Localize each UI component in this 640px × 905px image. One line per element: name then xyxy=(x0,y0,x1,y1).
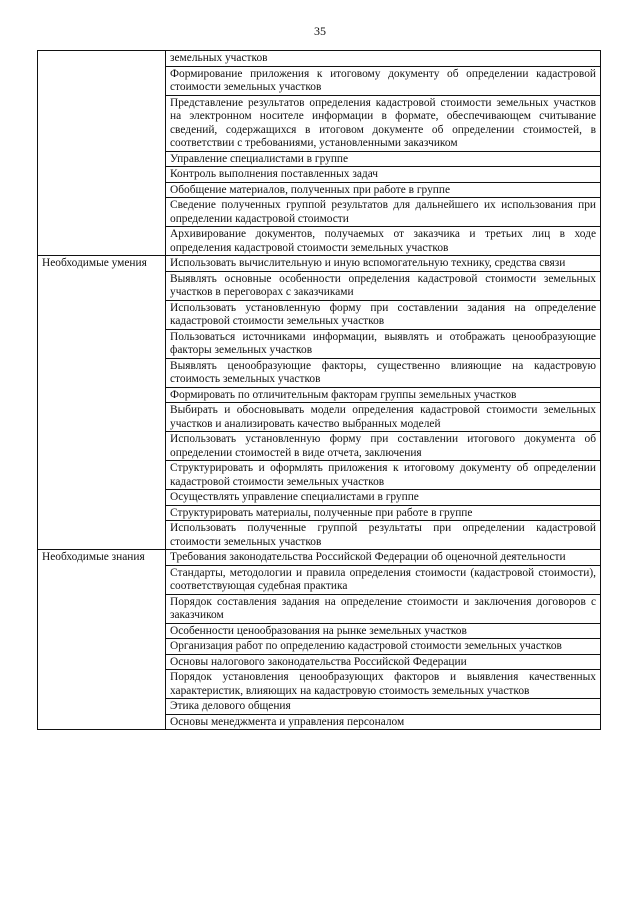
section-item: Использовать установленную форму при составлении задания на определение кадастровой стоимости земельных участков xyxy=(166,300,601,329)
section-item: Формирование приложения к итоговому документу об определении кадастровой стоимости земельных участков xyxy=(166,66,601,95)
section-item: Обобщение материалов, полученных при работе в группе xyxy=(166,182,601,198)
section-item: Организация работ по определению кадастровой стоимости земельных участков xyxy=(166,639,601,655)
requirements-table xyxy=(37,50,601,730)
section-item: Выбирать и обосновывать модели определения кадастровой стоимости земельных участков и анализировать качество выбранных моделей xyxy=(166,403,601,432)
section-item: Структурировать материалы, полученные при работе в группе xyxy=(166,505,601,521)
section-item: Порядок установления ценообразующих факторов и выявления качественных характеристик, влияющих на кадастровую стоимость земельных участков xyxy=(166,670,601,699)
section-item: Основы менеджмента и управления персоналом xyxy=(166,714,601,730)
section-item: Структурировать и оформлять приложения к итоговому документу об определении кадастровой стоимости земельных участков xyxy=(166,461,601,490)
section-item: Сведение полученных группой результатов для дальнейшего их использования при определении кадастровой стоимости xyxy=(166,198,601,227)
section-item: Использовать вычислительную и иную вспомогательную технику, средства связи xyxy=(166,256,601,272)
section-item: Управление специалистами в группе xyxy=(166,151,601,167)
section-item: Выявлять основные особенности определения кадастровой стоимости земельных участков в переговорах с заказчиками xyxy=(166,271,601,300)
table-row xyxy=(38,550,601,566)
section-item: Использовать полученные группой результаты при определении кадастровой стоимости земельных участков xyxy=(166,521,601,550)
section-label: Необходимые умения xyxy=(38,256,166,550)
section-item: Порядок составления задания на определение стоимости и заключения договоров с заказчиком xyxy=(166,594,601,623)
section-item: Основы налогового законодательства Российской Федерации xyxy=(166,654,601,670)
section-item: земельных участков xyxy=(166,51,601,67)
section-item: Формировать по отличительным факторам группы земельных участков xyxy=(166,387,601,403)
table-row xyxy=(38,51,601,67)
section-item: Контроль выполнения поставленных задач xyxy=(166,167,601,183)
section-item: Представление результатов определения кадастровой стоимости земельных участков на электронном носителе информации в формате, обеспечивающем считывание сведений, содержащихся в итоговом документе об определении стоимостей, в соответствии с требованиями, установленными заказчиком xyxy=(166,95,601,151)
section-item: Требования законодательства Российской Федерации об оценочной деятельности xyxy=(166,550,601,566)
page-number: 35 xyxy=(314,24,326,38)
section-item: Стандарты, методологии и правила определения стоимости (кадастровой стоимости), соответствующая судебная практика xyxy=(166,565,601,594)
section-item: Выявлять ценообразующие факторы, существенно влияющие на кадастровую стоимость земельных участков xyxy=(166,358,601,387)
section-item: Архивирование документов, получаемых от заказчика и третьих лиц в ходе определения кадастровой стоимости земельных участков xyxy=(166,227,601,256)
table-row xyxy=(38,256,601,272)
requirements-table-body xyxy=(38,51,601,730)
section-item: Использовать установленную форму при составлении итогового документа об определении стоимостей в виде отчета, заключения xyxy=(166,432,601,461)
section-label xyxy=(38,51,166,256)
section-item: Осуществлять управление специалистами в группе xyxy=(166,490,601,506)
section-item: Этика делового общения xyxy=(166,699,601,715)
section-item: Пользоваться источниками информации, выявлять и отображать ценообразующие факторы земельных участков xyxy=(166,329,601,358)
section-item: Особенности ценообразования на рынке земельных участков xyxy=(166,623,601,639)
section-label: Необходимые знания xyxy=(38,550,166,730)
